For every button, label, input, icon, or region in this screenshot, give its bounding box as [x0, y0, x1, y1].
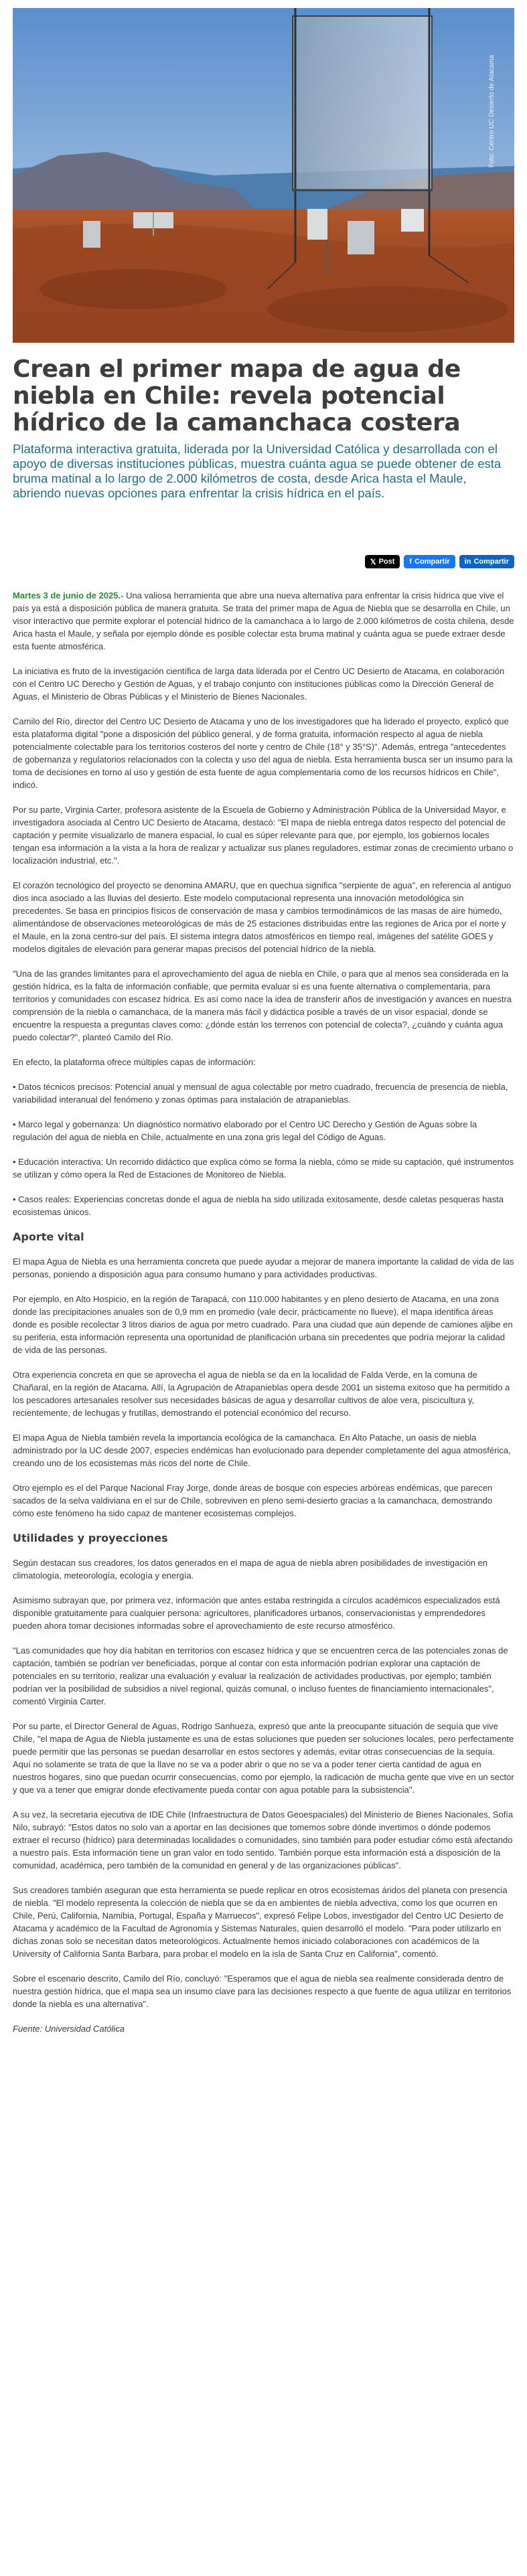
- section-heading-utilidades: Utilidades y proyecciones: [13, 1532, 168, 1544]
- x-logo-icon: 𝕏: [370, 558, 376, 566]
- section-heading-aporte-vital: Aporte vital: [13, 1230, 84, 1243]
- paragraph: Otra experiencia concreta en que se aprovecha el agua de niebla se da en la localidad de Falda Verde, en la comuna de Chañaral, en la región de Atacama. Allí, la Agrupación de Atrapanieblas opera desde 2001 un sistema exitoso que ha permitido a los pescadores artesanales resolver sus necesidades básicas de agua y desarrollar cultivos de aloe vera, piscicultura y, recientemente, de lechugas y frutillas, demostrando el potencial económico del recurso.: [13, 1370, 510, 1418]
- share-x-button[interactable]: [365, 555, 400, 568]
- list-item: • Casos reales: Experiencias concretas donde el agua de niebla ha sido utilizada exitosamente, desde caletas pesqueras hasta ecosistemas únicos.: [13, 1194, 504, 1217]
- facebook-icon: f: [409, 558, 412, 566]
- paragraph: Martes 3 de junio de 2025.- Una valiosa herramienta que abre una nueva alternativa para enfrentar la crisis hídrica que vive el país ya está a disposición pública de manera gratuita. Se trata del primer mapa de Agua de Niebla que se desarrolla en Chile, un visor interactivo que permite explorar el potencial hídrico de la camanchaca a lo largo de 2.000 kilómetros de costa chilena, desde Arica hasta el Maule, y señala por ejemplo dónde es posible colectar esta bruma matinal y cuánta agua se puede extraer desde esta fuente atmosférica.: [13, 590, 514, 651]
- linkedin-icon: in: [464, 558, 471, 566]
- paragraph: Sobre el escenario descrito, Camilo del Río, concluyó: "Esperamos que el agua de niebla sea realmente considerada dentro de nuestra gestión hídrica, que el mapa sea un insumo clave para las decisiones respecto a que fuente de agua utilizar en territorios donde la niebla es una alternativa".: [13, 1974, 512, 2009]
- paragraph: "Las comunidades que hoy día habitan en territorios con escasez hídrica y que se encuentren cerca de las potenciales zonas de captación, también se podrían ver beneficiadas, porque al contar con esta información podrían explorar una captación de potenciales en su territorio, realizar una evaluación y evaluar la realización de actividades productivas, por ejemplo; también podrían ver la posibilidad de subsidios a nivel regional, quizás comunal, o incluso fuentes de financiamiento internacionales", comentó Virginia Carter.: [13, 1645, 508, 1706]
- paragraph: A su vez, la secretaria ejecutiva de IDE Chile (Infraestructura de Datos Geoespaciales) del Ministerio de Bienes Nacionales, Sofía Nilo, subrayó: "Estos datos no solo van a aportar en las decisiones que tomemos sobre dónde invertimos o dónde podemos extraer el recurso (hídrico) para determinadas localidades o comunidades, sino también para poder estudiar cómo está afectando a nuestro país. Esta información tiene un gran valor en todo sentido. También porque esta información está a disposición de la comunidad, académica, pero también de la comunidad en general y de las organizaciones públicas".: [13, 1809, 514, 1870]
- paragraph: El corazón tecnológico del proyecto se denomina AMARU, que en quechua significa "serpiente de agua", en referencia al antiguo dios inca asociado a las lluvias del desierto. Este modelo computacional representa una innovación metodológica sin precedentes. Se basa en principios físicos de conservación de masa y cambios termodinámicos de las masas de aire húmedo, alimentándose de observaciones meteorológicas de más de 25 estaciones distribuidas entre las regiones de Arica por el norte y el Maule, en la zona centro-sur del país. El sistema integra datos atmosféricos en tiempo real, imágenes del satélite GOES y modelos digitales de elevación para generar mapas precisos del potencial hídrico de la niebla.: [13, 880, 512, 954]
- fog-collector-photo: [13, 8, 514, 343]
- article-source: Fuente: Universidad Católica: [13, 2024, 125, 2034]
- share-linkedin-button[interactable]: [459, 555, 514, 568]
- paragraph: Por ejemplo, en Alto Hospicio, en la región de Tarapacá, con 110.000 habitantes y en pleno desierto de Atacama, en una zona donde las precipitaciones anuales son de 0,9 mm en promedio (vale decir, prácticamente no llueve), el mapa identifica áreas donde es posible recolectar 3 litros diarios de agua por metro cuadrado. Para una ciudad que aún depende de camiones aljibe en su periferia, esta información representa una oportunidad de planificación urbana sin precedentes que podría mejorar la calidad de vida de las personas.: [13, 1294, 513, 1355]
- paragraph: En efecto, la plataforma ofrece múltiples capas de información:: [13, 1057, 256, 1067]
- paragraph: Por su parte, el Director General de Aguas, Rodrigo Sanhueza, expresó que ante la preocupante situación de sequía que vive Chile, "el mapa de Agua de Niebla justamente es una de estas soluciones que pueden ser soluciones locales, pero perfectamente puede permitir que las personas se puedan desarrollar en estos sectores y además, evitar otras consecuencias de la sequía. Aquí no solamente se trata de que la llave no se va a poder abrir o que no se va a poder tener cierta cantidad de agua en nuestros hogares, sino que puedan ocurrir consecuencias, como por ejemplo, la radicación de mucha gente que vive en un sector y que va a tener que emigrar donde efectivamente pueda contar con agua potable para la subsistencia".: [13, 1721, 514, 1795]
- photo-credit: Foto: Centro UC Desierto de Atacama: [488, 55, 496, 168]
- article-lead: Plataforma interactiva gratuita, liderada por la Universidad Católica y desarrollada con el apoyo de diversas instituciones públicas, muestra cuánta agua se puede obtener de esta bruma matinal a lo largo de 2.000 kilómetros de costa, desde Arica hasta el Maule, abriendo nuevas opciones para enfrentar la crisis hídrica en el país.: [13, 442, 502, 500]
- article-body: [13, 589, 514, 2047]
- hero-image: [13, 8, 514, 343]
- article-title: Crean el primer mapa de agua de niebla en Chile: revela potencial hídrico de la camanchaca costera: [13, 355, 461, 436]
- share-linkedin-label: Compartir: [473, 558, 509, 566]
- paragraph: El mapa Agua de Niebla es una herramienta concreta que puede ayudar a mejorar de manera importante la calidad de vida de las personas, poniendo a disposición agua para consumo humano y para actividades productivas.: [13, 1257, 514, 1279]
- share-facebook-label: Compartir: [415, 558, 450, 566]
- share-facebook-button[interactable]: [404, 555, 455, 568]
- paragraph: Otro ejemplo es el del Parque Nacional Fray Jorge, donde áreas de bosque con especies arbóreas endémicas, que parecen sacados de la selva valdiviana en el sur de Chile, sobreviven en pleno semi-desierto gracias a la camanchaca, demostrando cómo este fenómeno ha sido capaz de mantener ecosistemas complejos.: [13, 1483, 493, 1518]
- paragraph: Sus creadores también aseguran que esta herramienta se puede replicar en otros ecosistemas áridos del planeta con presencia de niebla. "El modelo representa la colección de niebla que se da en ambientes de niebla advectiva, como los que ocurren en Chile, Perú, California, Namibia, Portugal, España y Marruecos", expresó Felipe Lobos, investigador del Centro UC Desierto de Atacama y académico de la Facultad de Agronomía y Sistemas Naturales, quien desarrolló el modelo. "Para poder utilizarlo en dichas zonas solo se necesitan datos meteorológicos. Actualmente hemos iniciado colaboraciones con académicos de la University of California Santa Barbara, para probar el modelo en la isla de Santa Cruz en California", comentó.: [13, 1885, 508, 1959]
- share-buttons: [365, 555, 514, 568]
- share-x-label: Post: [378, 558, 395, 566]
- list-item: • Educación interactiva: Un recorrido didáctico que explica cómo se forma la niebla, cómo se mide su captación, qué instrumentos se utilizan y cómo opera la Red de Estaciones de Monitoreo de Niebla.: [13, 1157, 514, 1180]
- paragraph: Asimismo subrayan que, por primera vez, información que antes estaba restringida a círculos académicos especializados está disponible gratuitamente para cualquier persona: agricultores, planificadores urbanos, conservacionistas y emprendedores pueden ahora tomar decisiones informadas sobre el aprovechamiento de este recurso atmosférico.: [13, 1595, 500, 1631]
- article-date: Martes 3 de junio de 2025.-: [13, 590, 124, 600]
- paragraph: Según destacan sus creadores, los datos generados en el mapa de agua de niebla abren posibilidades de investigación en climatología, meteorología, ecología y energía.: [13, 1558, 487, 1581]
- paragraph: Camilo del Río, director del Centro UC Desierto de Atacama y uno de los investigadores que ha liderado el proyecto, explicó que esta plataforma digital "pone a disposición del público general, y de forma gratuita, información respecto al agua de niebla potencialmente colectable para los territorios costeros del norte y centro de Chile (18° y 35°S)". Además, entrega "antecedentes de gobernanza y regulatorios relacionados con la colecta y uso del agua de niebla. Esta herramienta busca ser un insumo para la toma de decisiones en torno al uso y gestión de esta fuente de agua complementaria como de los recursos hídricos en Chile", indicó.: [13, 716, 513, 790]
- paragraph: El mapa Agua de Niebla también revela la importancia ecológica de la camanchaca. En Alto Patache, un oasis de niebla administrado por la UC desde 2007, especies endémicas han evolucionado para depender completamente del agua atmosférica, creando uno de los ecosistemas más ricos del norte de Chile.: [13, 1433, 511, 1468]
- list-item: • Datos técnicos precisos: Potencial anual y mensual de agua colectable por metro cuadrado, frecuencia de presencia de niebla, variabilidad interanual del fenómeno y zonas óptimas para instalación de atrapanieblas.: [13, 1082, 508, 1105]
- paragraph: "Una de las grandes limitantes para el aprovechamiento del agua de niebla en Chile, o para que al menos sea considerada en la gestión hídrica, es la falta de información confiable, que permita evaluar si es una fuente alternativa o complementaria, para territorios y comunidades con escasez hídrica. Es así como nace la idea de transferir años de investigación y avances en nuestra comprensión de la niebla o camanchaca, de la manera más fácil y didáctica posible a través de un visor espacial, donde se encuentre la respuesta a preguntas claves como: ¿dónde están los terrenos con potencial de colecta?, ¿cuándo y cuánta agua puedo colectar?", planteó Camilo del Río.: [13, 969, 512, 1042]
- list-item: • Marco legal y gobernanza: Un diagnóstico normativo elaborado por el Centro UC Derecho y Gestión de Aguas sobre la regulación del agua de niebla en Chile, actualmente en una zona gris legal del Código de Aguas.: [13, 1119, 477, 1142]
- paragraph: La iniciativa es fruto de la investigación científica de larga data liderada por el Centro UC Desierto de Atacama, en colaboración con el Centro UC Derecho y Gestión de Aguas, y el trabajo conjunto con instituciones públicas como la Dirección General de Aguas, el Ministerio de Obras Públicas y el Ministerio de Bienes Nacionales.: [13, 666, 505, 702]
- paragraph: Por su parte, Virginia Carter, profesora asistente de la Escuela de Gobierno y Administración Pública de la Universidad Mayor, e investigadora asociada al Centro UC Desierto de Atacama, destacó: "El mapa de niebla entrega datos respecto del potencial de captación y permite visualizarlo de manera espacial, lo cual es súper relevante para que, por ejemplo, los gobiernos locales tengan esa información a la vista a la hora de realizar y actualizar sus planes reguladores, estimar zonas de crecimiento urbano o localización industrial, etc.".: [13, 805, 514, 866]
